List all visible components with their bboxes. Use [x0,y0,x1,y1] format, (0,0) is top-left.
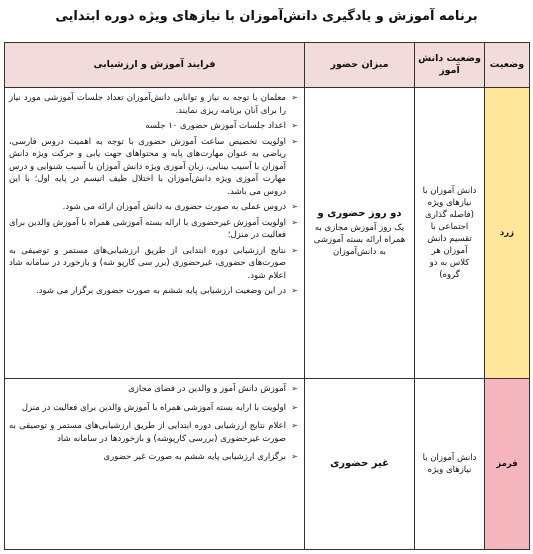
status-red-cell: قرمز [485,379,530,550]
list-item-text: معلمان با توجه به نیاز و توانایی دانش‌آموزان تعداد جلسات آموزشی مورد نیاز را برای آنان برنامه ریزی نمایند. [9,93,286,116]
check-mark-icon: ➢ [291,93,298,102]
process-list [9,383,298,464]
check-mark-icon: ➢ [291,121,298,130]
student-status-cell: دانش آموزان با نیازهای ویژه [415,379,485,550]
check-mark-icon: ➢ [291,384,298,393]
header-status: وضعیت [485,43,530,88]
attendance-main: دو روز حضوری و [317,208,402,219]
check-mark-icon: ➢ [291,245,298,255]
check-mark-icon: ➢ [291,452,298,461]
list-item [9,92,298,117]
list-item [9,136,298,199]
check-mark-icon: ➢ [291,421,298,430]
process-cell [5,88,305,379]
header-attendance: میزان حضور [305,43,415,88]
check-mark-icon: ➢ [291,136,298,146]
list-item-text: اولویت با ارایه بسته آموزشی همراه با آموزش والدین برای فعالیت در منزل [21,402,286,413]
list-item-text: اولویت تخصیص ساعت آموزش حضوری با توجه به اهمیت دروس فارسی، ریاضی به عنوان مهارت‌های پایه و محتواهای جهت یابی و حرکت ویژه دانش آموزان با آسیب بینایی، زبان آموزی ویژه دانش آموزان با آسیب شنوایی و درس مهارت آموزی ویژه دانش‌آموزان با اختلال طیف اتیسم در پایه اول؛ با این دروس می باشد. [9,136,286,197]
student-status-cell: دانش آموزان با نیازهای ویژه (فاصله گذاری اجتماعی با تقسیم دانش آموزان هر کلاس به دو گروه) [415,88,485,379]
check-mark-icon: ➢ [291,402,298,412]
header-student-status: وضعیت دانش آموز [415,43,485,88]
check-mark-icon: ➢ [291,202,298,211]
list-item [9,402,298,415]
table-header-row [5,43,530,88]
list-item [9,451,298,464]
list-item-text: در این وضعیت ارزشیابی پایه ششم به صورت حضوری برگزار می شود. [36,286,286,296]
attendance-main: غیر حضوری [330,458,389,469]
list-item-text: نتایج ارزشیابی دوره ابتدایی از طریق ارزشیابی‌های مستمر و توصیفی به صورت‌های حضوری، غیرحضوری (برر سی کارپو شه) و بازخورد در سامانه شاد اعلام شود. [9,245,286,281]
document-title: برنامه آموزش و یادگیری دانش‌آموزان با نیازهای ویژه دوره ابتدایی [55,9,478,24]
check-mark-icon: ➢ [291,286,298,295]
header-process: فرایند آموزش و ارزشیابی [5,43,305,88]
list-item-text: برگزاری ارزشیابی پایه ششم به صورت غیر حضوری [103,452,286,462]
process-list [9,92,298,298]
list-item-text: دروس عملی به صورت حضوری به دانش آموزان ارائه می شود. [62,202,286,212]
list-item [9,201,298,214]
attendance-cell [305,379,415,550]
list-item-text: اعداد جلسات آموزش حضوری ۱۰ جلسه [145,121,286,131]
check-mark-icon: ➢ [291,217,298,227]
list-item [9,285,298,298]
attendance-cell [305,88,415,379]
list-item-text: اولویت آموزش غیرحضوری با ارائه بسته آموزشی همراه با آموزش والدین برای فعالیت در منزل؛ [9,217,286,240]
attendance-detail: یک روز آموزش مجازی به همراه ارائه بسته آموزشی به دانش‌آموزان [313,223,406,257]
list-item-text: آموزش دانش آموز و والدین در فضای مجازی [128,384,286,394]
list-item [9,120,298,133]
list-item [9,383,298,396]
list-item [9,217,298,242]
list-item [9,420,298,445]
process-cell [5,379,305,550]
list-item [9,245,298,283]
list-item-text: اعلام نتایج ارزشیابی دوره ابتدایی از طریق ارزشیابی‌های مستمر و توصیفی به صورت غیرحضوری (بررسی کارپوشه) و بازخوردها در سامانه شاد [9,421,286,444]
education-plan-table [4,42,530,550]
table-row-red [5,379,530,550]
status-yellow-cell: زرد [485,88,530,379]
table-row-yellow [5,88,530,379]
